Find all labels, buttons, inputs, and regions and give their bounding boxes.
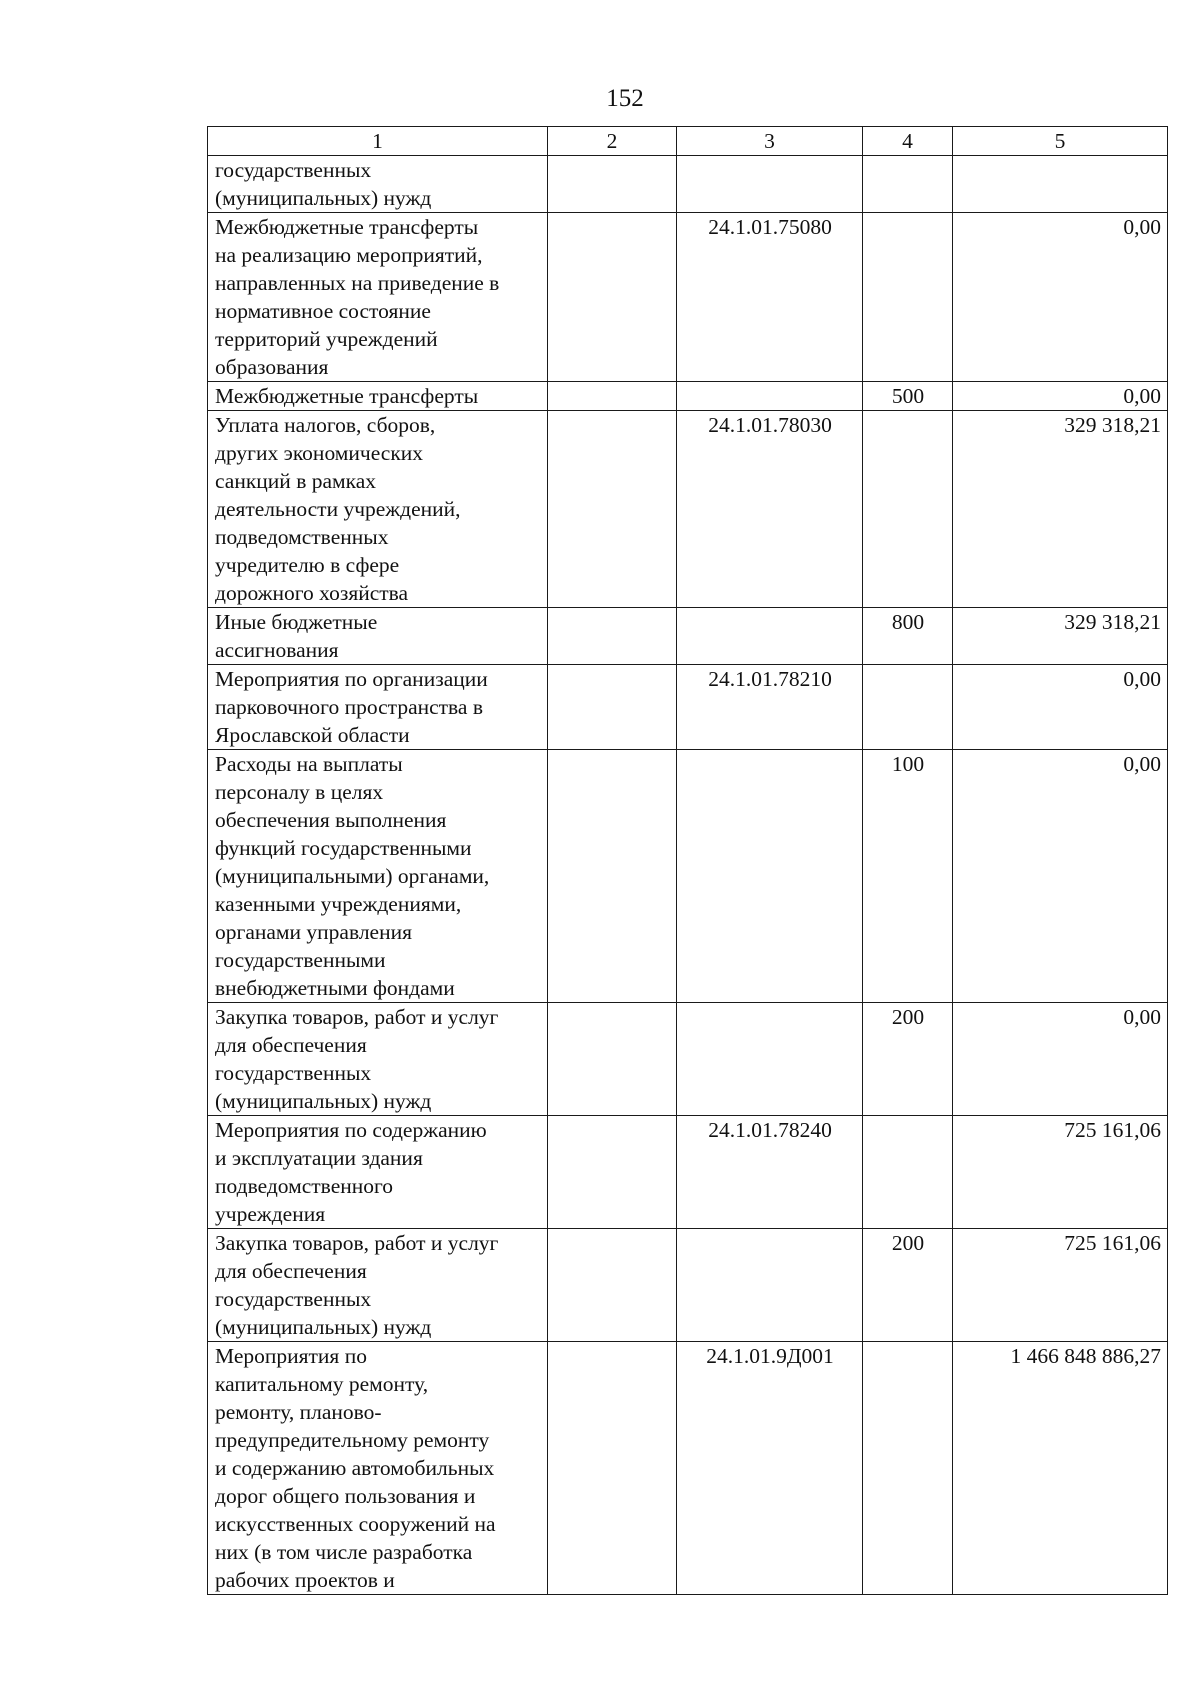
row-col2-cell (548, 213, 677, 382)
row-type-cell (863, 1116, 953, 1229)
row-name-cell: Закупка товаров, работ и услуг для обеспечения государственных (муниципальных) нужд (208, 1229, 548, 1342)
table-row (208, 213, 1168, 382)
row-code-cell: 24.1.01.75080 (677, 213, 863, 382)
row-code-cell (677, 608, 863, 665)
row-name-cell: Расходы на выплаты персоналу в целях обеспечения выполнения функций государственными (муниципальными) органами, казенными учреждениями, органами управления государственными внебюджетными фондами (208, 750, 548, 1003)
table-row (208, 1229, 1168, 1342)
row-col2-cell (548, 608, 677, 665)
row-col2-cell (548, 411, 677, 608)
column-header: 5 (953, 127, 1168, 156)
row-col2-cell (548, 1116, 677, 1229)
row-code-cell: 24.1.01.78240 (677, 1116, 863, 1229)
row-amount-cell: 1 466 848 886,27 (953, 1342, 1168, 1595)
column-header: 4 (863, 127, 953, 156)
table-header-row (208, 127, 1168, 156)
table-row (208, 750, 1168, 1003)
row-amount-cell: 725 161,06 (953, 1116, 1168, 1229)
row-name-cell: Уплата налогов, сборов, других экономических санкций в рамках деятельности учреждений, подведомственных учредителю в сфере дорожного хозяйства (208, 411, 548, 608)
row-name-cell: Межбюджетные трансферты на реализацию мероприятий, направленных на приведение в нормативное состояние территорий учреждений образования (208, 213, 548, 382)
row-col2-cell (548, 382, 677, 411)
row-name-cell: Иные бюджетные ассигнования (208, 608, 548, 665)
page-number: 152 (606, 85, 644, 112)
row-name-cell: государственных (муниципальных) нужд (208, 156, 548, 213)
row-code-cell (677, 382, 863, 411)
column-header: 2 (548, 127, 677, 156)
row-type-cell: 200 (863, 1229, 953, 1342)
row-code-cell (677, 1229, 863, 1342)
row-amount-cell: 725 161,06 (953, 1229, 1168, 1342)
table-row (208, 608, 1168, 665)
row-type-cell (863, 665, 953, 750)
budget-table (207, 126, 1168, 1595)
row-col2-cell (548, 1229, 677, 1342)
row-amount-cell (953, 156, 1168, 213)
row-amount-cell: 0,00 (953, 1003, 1168, 1116)
row-amount-cell: 0,00 (953, 665, 1168, 750)
table-row (208, 411, 1168, 608)
row-amount-cell: 0,00 (953, 213, 1168, 382)
row-col2-cell (548, 156, 677, 213)
row-col2-cell (548, 750, 677, 1003)
row-type-cell: 100 (863, 750, 953, 1003)
row-type-cell (863, 156, 953, 213)
table-row (208, 665, 1168, 750)
row-type-cell: 200 (863, 1003, 953, 1116)
table-row (208, 156, 1168, 213)
row-type-cell (863, 411, 953, 608)
row-code-cell: 24.1.01.9Д001 (677, 1342, 863, 1595)
row-type-cell (863, 1342, 953, 1595)
row-col2-cell (548, 665, 677, 750)
row-col2-cell (548, 1342, 677, 1595)
table-row (208, 1003, 1168, 1116)
row-name-cell: Закупка товаров, работ и услуг для обеспечения государственных (муниципальных) нужд (208, 1003, 548, 1116)
row-name-cell: Мероприятия по капитальному ремонту, ремонту, планово- предупредительному ремонту и содержанию автомобильных дорог общего пользования и искусственных сооружений на них (в том числе разработка рабочих проектов и (208, 1342, 548, 1595)
row-amount-cell: 329 318,21 (953, 608, 1168, 665)
row-code-cell (677, 156, 863, 213)
table-body (208, 156, 1168, 1595)
row-amount-cell: 0,00 (953, 382, 1168, 411)
row-name-cell: Межбюджетные трансферты (208, 382, 548, 411)
row-col2-cell (548, 1003, 677, 1116)
table-row (208, 382, 1168, 411)
row-code-cell: 24.1.01.78210 (677, 665, 863, 750)
row-type-cell: 800 (863, 608, 953, 665)
column-header: 1 (208, 127, 548, 156)
row-type-cell (863, 213, 953, 382)
row-name-cell: Мероприятия по организации парковочного пространства в Ярославской области (208, 665, 548, 750)
row-code-cell: 24.1.01.78030 (677, 411, 863, 608)
row-code-cell (677, 750, 863, 1003)
row-amount-cell: 0,00 (953, 750, 1168, 1003)
table-row (208, 1342, 1168, 1595)
column-header: 3 (677, 127, 863, 156)
table-row (208, 1116, 1168, 1229)
row-type-cell: 500 (863, 382, 953, 411)
row-code-cell (677, 1003, 863, 1116)
row-amount-cell: 329 318,21 (953, 411, 1168, 608)
row-name-cell: Мероприятия по содержанию и эксплуатации здания подведомственного учреждения (208, 1116, 548, 1229)
